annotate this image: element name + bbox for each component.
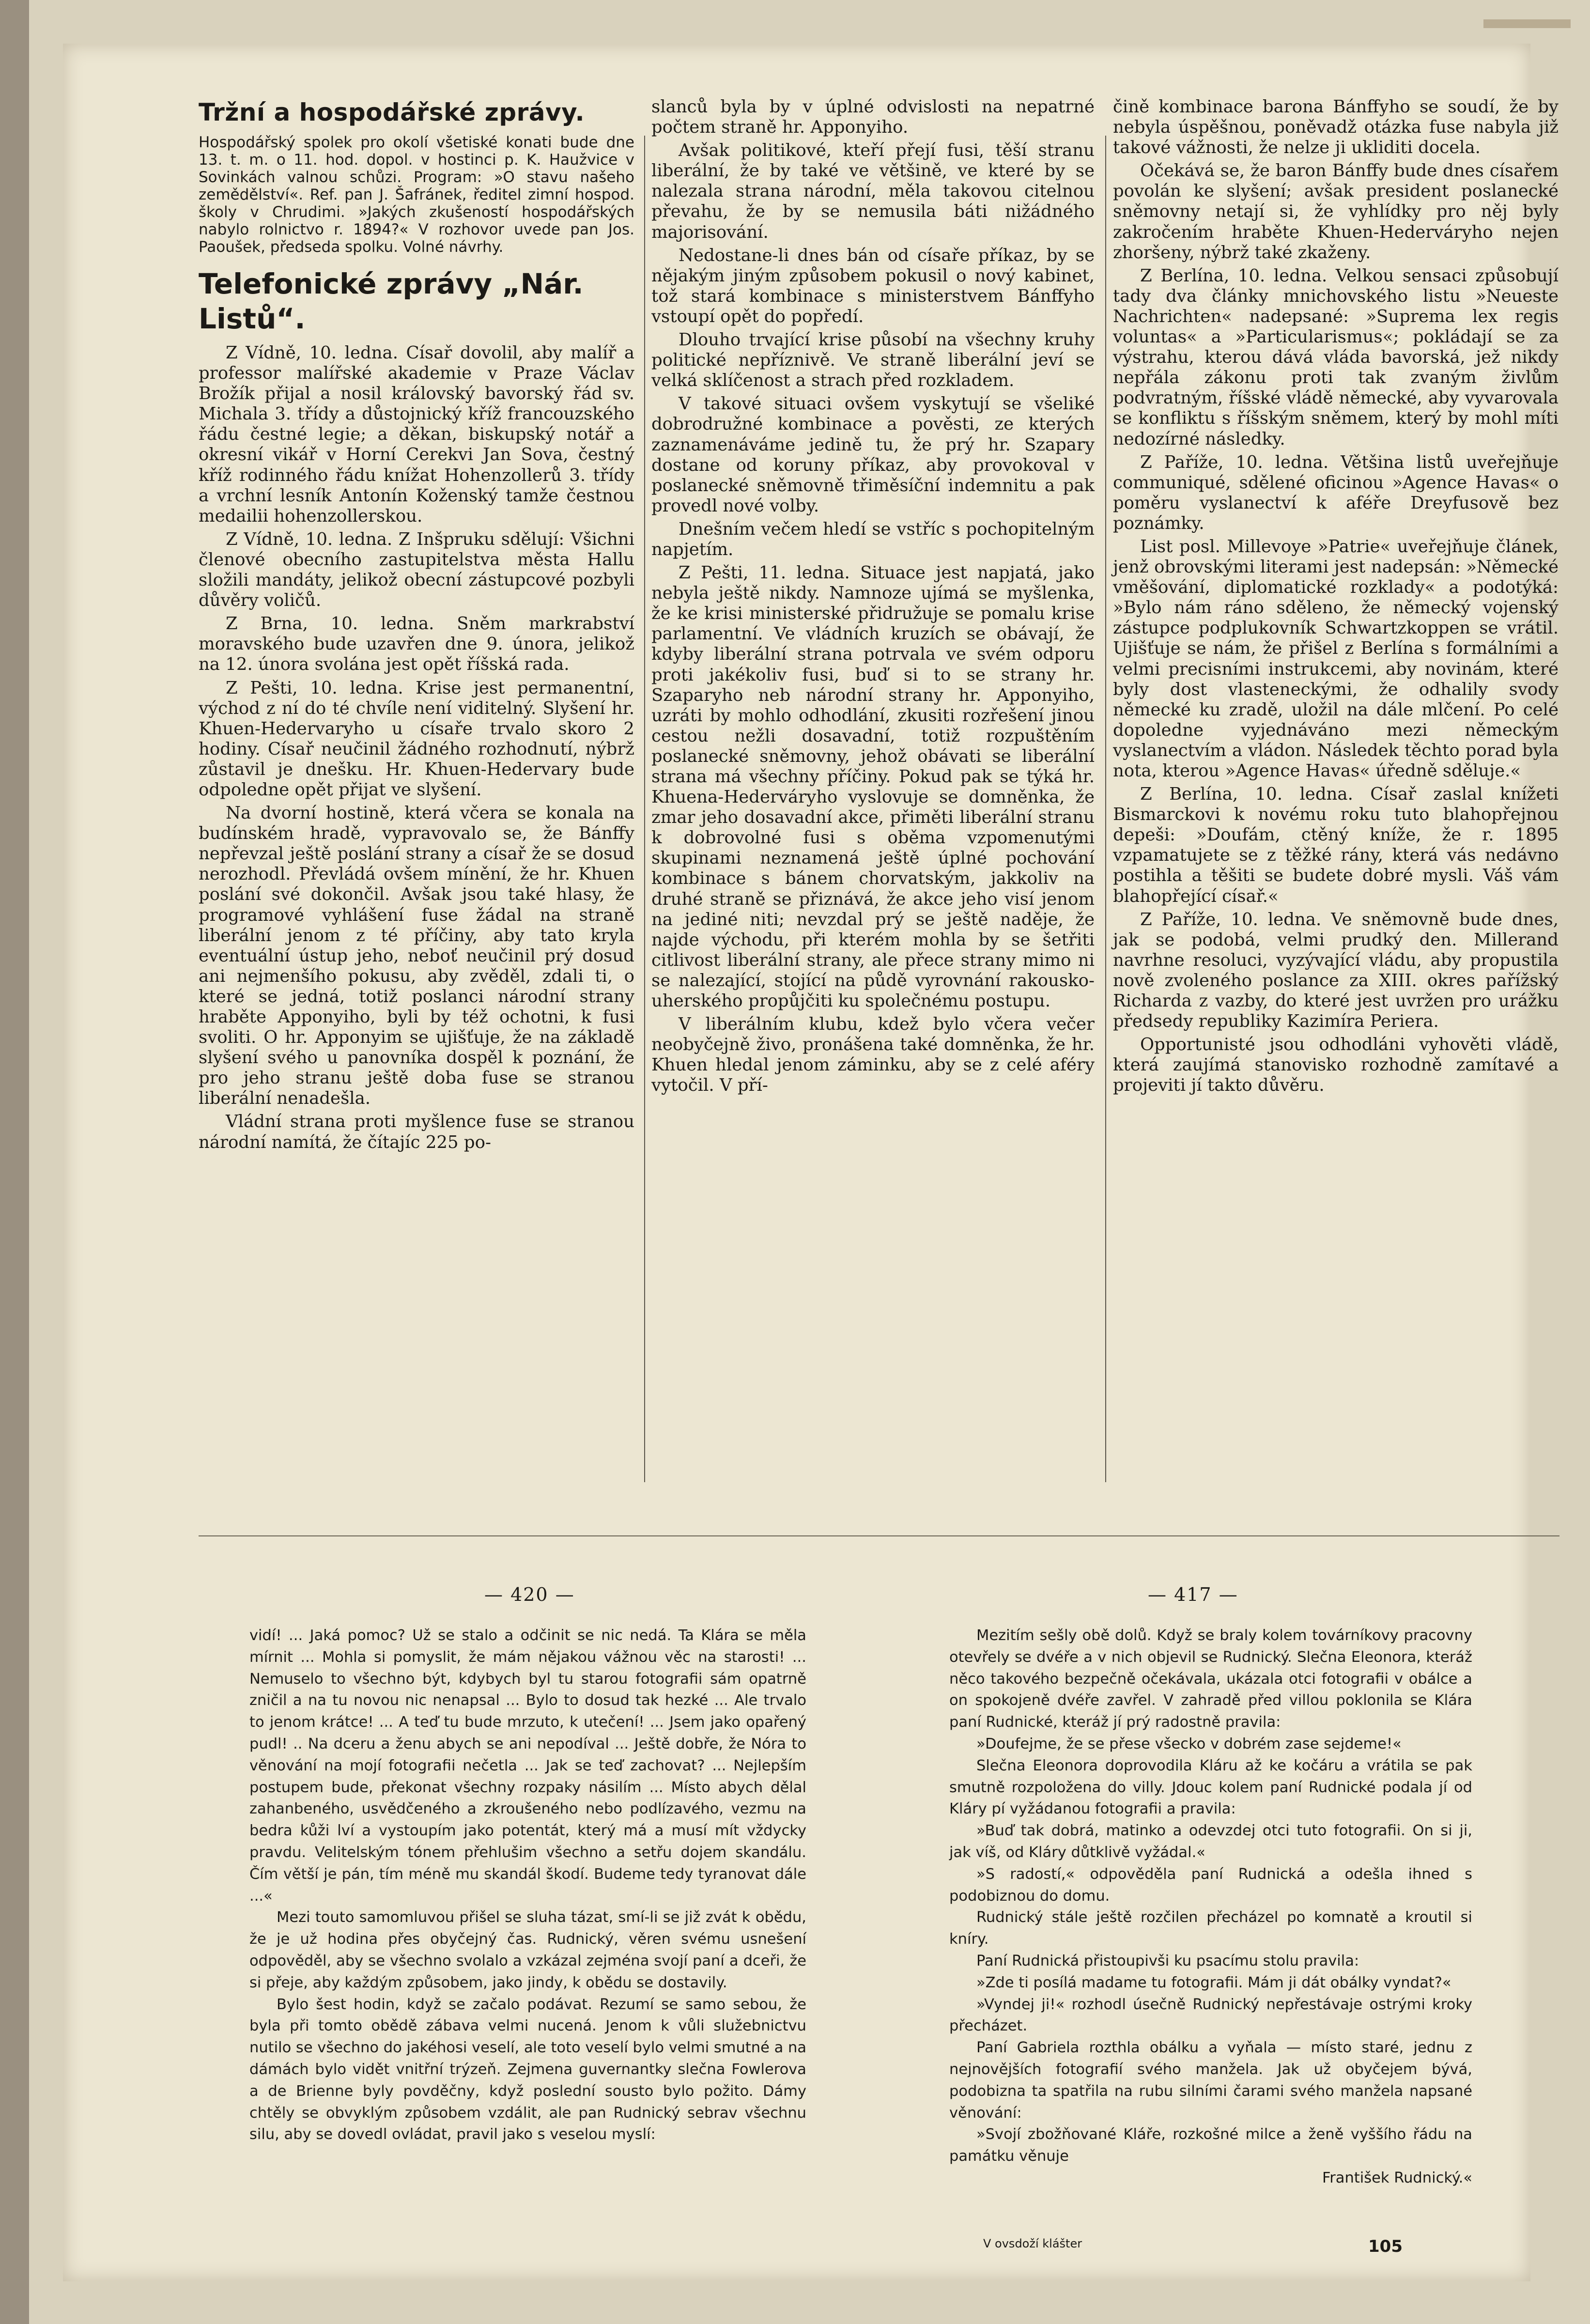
association-notice: Hospodářský spolek pro okolí všetiské konati bude dne 13. t. m. o 11. hod. dopol. v hostinci p. K. Haužvice v Sovinkách valnou schůzi. Program: »O stavu našeho zemědělství«. Ref. pan J. Šafránek, ředitel zimní hospod. školy v Chrudimi. »Jakých zkušeností hospodářských nabylo rolnictvo r. 1894?« V rozhovor uvede pan Jos. Paoušek, předseda spolku. Volné návrhy. — [199, 134, 634, 256]
news-paragraph: Z Paříže, 10. ledna. Většina listů uveřejňuje communiqué, sdělené oficinou »Agence Havas« o poměru vyslanectví k aféře Dreyfusově bez poznámky. — [1113, 452, 1559, 533]
novel-column-right — [949, 1625, 1472, 2189]
news-paragraph: Z Pešti, 11. ledna. Situace jest napjatá, jako nebyla ještě nikdy. Namnoze ujímá se myšlenka, že ke krisi ministerské přidružuje se pomalu krise parlamentní. Ve vládních kruzích se obávají, že kdyby liberální strana potrvala ve svém odporu proti jakékoliv fusi, buď si to se strany hr. Szaparyho neb národní strany hr. Apponyiho, uzráti by mohlo odhodlání, zkusiti rozřešení jinou cestou nežli dosavadní, totiž rozpuštěním poslanecké sněmovny, jehož obávati se liberální strana má všechny příčiny. Pokud pak se týká hr. Khuena-Hederváryho vyslovuje se domněnka, že zmar jeho dosavadní akce, přiměti liberální stranu k dobrovolné fusi s oběma vzpomenutými skupinami neznamená ještě úplné pochování kombinace s bánem chorvatským, jakkoliv na druhé straně se přiznává, že akce jeho visí jenom na jediné niti; nevzdal prý se ještě naděje, že najde východu, při kterém mohla by se šetřiti citlivost liberální strany, ale přece strany mimo ni se nalezající, stojící na půdě vyrovnání rakousko-uherského propůjčiti ku společnému postupu. — [651, 563, 1095, 1011]
news-paragraph: Z Paříže, 10. ledna. Ve sněmovně bude dnes, jak se podobá, velmi prudký den. Millerand navrhne resoluci, vyzývající vládu, aby propustila nově zvoleného poslance za XIII. okres pařížský Richarda z vazby, do které jest uvržen pro urážku předsedy republiky Kazimíra Periera. — [1113, 909, 1559, 1032]
footer-caption: V ovsdoží klášter — [983, 2237, 1082, 2250]
novel-signature: František Rudnický.« — [1322, 2169, 1472, 2186]
news-paragraph: Z Berlína, 10. ledna. Velkou sensaci způsobují tady dva články mnichovského listu »Neueste Nachrichten« nadepsané: »Suprema lex regis voluntas« a »Particularismus«; pokládají se za výstrahu, kterou dává vláda bavorská, jež nikdy nepřála zákonu proti tak zvaným živlům podvratným, říšské vládě německé, aby vyvarovala se konfliktu s říšským sněmem, který by mohl míti nedozírné následky. — [1113, 265, 1559, 449]
column-3 — [1113, 97, 1559, 1099]
news-paragraph: Z Berlína, 10. ledna. Císař zaslal knížeti Bismarckovi k novému roku tuto blahopřejnou depeši: »Doufám, ctěný kníže, že r. 1895 vzpamatujete se z těžké rány, která vás nedávno postihla a těšiti se budete dobré mysli. Váš vám blahopřející císař.« — [1113, 784, 1559, 906]
section-heading-market: Tržní a hospodářské zprávy. — [199, 98, 585, 126]
column-divider — [644, 136, 645, 1482]
news-paragraph: Nedostane-li dnes bán od císaře příkaz, by se nějakým jiným způsobem pokusil o nový kabinet, tož stará kombinace s ministerstvem Bánffyho vstoupí opět do popředí. — [651, 245, 1095, 326]
news-paragraph: Na dvorní hostině, která včera se konala na budínském hradě, vypravovalo se, že Bánffy nepřevzal ještě poslání strany a císař že se dosud nerozhodl. Převládá ovšem mínění, že hr. Khuen poslání své dokončil. Avšak jsou také hlasy, že programové vyhlášení fuse žádal na straně liberální jenom z té příčiny, aby tato kryla eventuální ústup jeho, neboť neučinil prý dosud ani nejmenšího pokusu, aby zvěděl, zdali ti, o které se jedná, totiž poslanci národní strany hraběte Apponyiho, byli by též ochotni, k fusi svoliti. O hr. Apponyim se ujišťuje, že na základě slyšení svého u panovníka dospěl k poznání, že pro jeho stranu ještě doba fuse se stranou liberální nenadešla. — [199, 803, 634, 1109]
novel-paragraph: »S radostí,« odpověděla paní Rudnická a odešla ihned s podobiznou do domu. — [949, 1865, 1472, 1905]
news-paragraph: Z Vídně, 10. ledna. Císař dovolil, aby malíř a professor malířské akademie v Praze Václav Brožík přijal a nosil královský bavorský řád sv. Michala 3. třídy a důstojnický kříž francouzského řádu čestné legie; a děkan, biskupský notář a okresní vikář v Horní Cerekvi Jan Sova, čestný kříž rodinného řádu knížat Hohenzollerů 3. třídy a vrchní lesník Antonín Koženský tamže čestnou medailii hohenzollerskou. — [199, 343, 634, 526]
novel-paragraph: »Vyndej ji!« rozhodl úsečně Rudnický nepřestávaje ostrými kroky přecházet. — [949, 1996, 1472, 2035]
newspaper-page — [63, 44, 1559, 2281]
news-paragraph: V takové situaci ovšem vyskytují se všeliké dobrodružné kombinace a pověsti, ze kterých zaznamenáváme jedině tu, že prý hr. Szapary dostane od koruny příkaz, aby provokoval v poslanecké sněmovně třiměsíční indemnitu a pak provedl nové volby. — [651, 394, 1095, 516]
column-2 — [651, 97, 1095, 1099]
page-number-right: — 417 — — [1148, 1584, 1238, 1605]
news-paragraph: Očekává se, že baron Bánffy bude dnes císařem povolán ke slyšení; avšak president poslanecké sněmovny netají si, že vyhlídky pro něj byly zakročením hraběte Khuen-Hederváryho nejen zhoršeny, nýbrž také zkaženy. — [1113, 161, 1559, 263]
novel-paragraph: Rudnický stále ještě rozčilen přecházel po komnatě a kroutil si kníry. — [949, 1909, 1472, 1948]
page-number-left: — 420 — — [484, 1584, 575, 1605]
novel-paragraph: »Svojí zbožňované Kláře, rozkošné milce a ženě vyššího řádu na památku věnuje — [949, 2126, 1472, 2165]
news-paragraph: Dlouho trvající krise působí na všechny kruhy politické nepříznivě. Ve straně liberální jeví se velká sklíčenost a strach před rozkladem. — [651, 330, 1095, 391]
novel-column-left — [249, 1625, 806, 2146]
novel-paragraph: Slečna Eleonora doprovodila Kláru až ke kočáru a vrátila se pak smutně rozpoložena do villy. Jdouc kolem paní Rudnické podala jí od Kláry pí vyžádanou fotografii a pravila: — [949, 1757, 1472, 1818]
novel-paragraph: Bylo šest hodin, když se začalo podávat. Rezumí se samo sebou, že byla při tomto obědě zábava velmi nucená. Jenom k vůli služebnictvu nutilo se všechno do jakéhosi veselí, ale toto veselí bylo velmi smutné a na dámách bylo vidět vnitřní trýzeň. Zejmena guvernantky slečna Fowlerova a de Brienne byly povděčny, když poslední sousto bylo požito. Dámy chtěly se obvyklým způsobem vzdálit, ale pan Rudnický sebrav všechnu silu, aby se dovedl ovládat, pravil jako s veselou myslí: — [249, 1996, 807, 2143]
column-divider — [1105, 136, 1106, 1482]
news-paragraph: Z Brna, 10. ledna. Sněm markrabství moravského bude uzavřen dne 9. února, jelikož na 12. února svolána jest opět říšská rada. — [199, 614, 634, 675]
novel-paragraph: Paní Rudnická přistoupivši ku psacímu stolu pravila: — [976, 1952, 1359, 1969]
page-corner-shadow — [1483, 19, 1571, 28]
novel-paragraph: »Doufejme, že se přese všecko v dobrém zase sejdeme!« — [976, 1735, 1402, 1752]
feuilleton-divider — [199, 1535, 1559, 1536]
news-paragraph: List posl. Millevoye »Patrie« uveřejňuje článek, jenž obrovskými literami jest nadepsán: »Německé vměšování, diplomatické rozklady« a podotýká: »Bylo nám ráno sděleno, že německý vojenský zástupce podplukovník Schwartzkoppen se vrátil. Ujišťuje se nám, že přišel z Berlína s formálními a velmi precisními instrukcemi, aby novinám, které byly dost vlasteneckými, že odhalily svody německé ku zradě, uložil na dále mlčení. Po celé dopoledne vyjednáváno mezi německým vyslanectvím a vládon. Následek těchto porad byla nota, kterou »Agence Havas« úředně sděluje.« — [1113, 536, 1559, 781]
novel-paragraph: »Zde ti posílá madame tu fotografii. Mám ji dát obálky vyndat?« — [976, 1974, 1451, 1991]
novel-paragraph: Paní Gabriela rozthla obálku a vyňala — místo staré, jednu z nejnovějších fotografií svého manžela. Jak už obyčejem bývá, podobizna ta spatřila na rubu silními čarami svého manžela napsané věnování: — [949, 2039, 1472, 2122]
news-paragraph: čině kombinace barona Bánffyho se soudí, že by nebyla úspěšnou, poněvadž otázka fuse nabyla již takové vážnosti, že nelze ji ukliditi docela. — [1113, 97, 1559, 158]
news-paragraph: V liberálním klubu, kdež bylo včera večer neobyčejně živo, pronášena také domněnka, že hr. Khuen hledal jenom záminku, aby se z celé aféry vytočil. V pří- — [651, 1014, 1095, 1096]
novel-paragraph: »Buď tak dobrá, matinko a odevzdej otci tuto fotografii. On si ji, jak víš, od Kláry důtklivě vyžádal.« — [949, 1822, 1472, 1861]
news-paragraph: Avšak politikové, kteří přejí fusi, těší stranu liberální, že by také ve většině, ve které by se nalezala strana národní, měla takovou citelnou převahu, že by se nemusila báti nižádného majorisování. — [651, 140, 1095, 242]
section-heading-telephone: Telefonické zprávy „Nár. Listů“. — [199, 267, 584, 335]
news-paragraph: Z Pešti, 10. ledna. Krise jest permanentní, východ z ní do té chvíle není viditelný. Slyšení hr. Khuen-Hedervaryho u císaře trvalo skoro 2 hodiny. Císař neučinil žádného rozhodnutí, nýbrž zůstavil je dnešku. Hr. Khuen-Hedervary bude odpoledne opět přijat ve slyšení. — [199, 678, 634, 800]
news-paragraph: slanců byla by v úplné odvislosti na nepatrné počtem straně hr. Apponyiho. — [651, 97, 1095, 138]
footer-page-number: 105 — [1368, 2237, 1403, 2256]
binding-edge — [0, 0, 29, 2324]
news-paragraph: Z Vídně, 10. ledna. Z Inšpruku sdělují: Všichni členové obecního zastupitelstva města Hallu složili mandáty, jelikož obecní zástupcové pozbyli důvěry voličů. — [199, 529, 634, 611]
novel-paragraph: vidí! ... Jaká pomoc? Už se stalo a odčinit se nic nedá. Ta Klára se měla mírnit ... Mohla si pomyslit, že mám nějakou vážnou věc na starosti! ... Nemuselo to všechno být, kdybych byl tu starou fotografii sám opatrně zničil a na tu novou nic nenapsal ... Bylo to dosud tak hezké ... Ale trvalo to jenom krátce! ... A teď tu bude mrzuto, k utečení! ... Jsem jako opařený pudl! .. Na dceru a ženu abych se ani nepodíval ... Ještě dobře, že Nóra to věnování na mojí fotografii nečetla ... Jak se teď zachovat? ... Nejlepším postupem bude, překonat všechny rozpaky násilím ... Místo abych dělal zahanbeného, usvědčeného a zkroušeného nebo podlízavého, vezmu na bedra kůži lví a vystoupím jako potentát, který má a musí mít vždycky pravdu. Velitelským tónem přehlušim všechno a setřu dojem skandálu. Čím větší je pán, tím méně mu skandál škodí. Budeme tedy tyranovat dále ...« — [249, 1627, 806, 1905]
novel-paragraph: Mezitím sešly obě dolů. Když se braly kolem továrníkovy pracovny otevřely se dvéře a v nich objevil se Rudnický. Slečna Eleonora, kteráž něco takového bezpečně očekávala, ukázala otci fotografii v obálce a on spokojeně dvéře zavřel. V zahradě před villou poklonila se Klára paní Rudnické, kteráž jí prý radostně pravila: — [949, 1627, 1472, 1731]
news-paragraph: Opportunisté jsou odhodláni vyhověti vládě, která zaujímá stanovisko rozhodně zamítavé a projeviti jí takto důvěru. — [1113, 1035, 1559, 1096]
novel-paragraph: Mezi touto samomluvou přišel se sluha tázat, smí-li se již zvát k obědu, že je už hodina přes obyčejný čas. Rudnický, věren svému usnešení odpověděl, aby se všechno svolalo a vzkázal zejména svojí paní a dceři, že si přeje, aby každým způsobem, jako jindy, k obědu se dostavily. — [249, 1909, 806, 1991]
news-paragraph: Dnešním večem hledí se vstříc s pochopitelným napjetím. — [651, 519, 1095, 559]
column-1 — [199, 97, 634, 1156]
news-paragraph: Vládní strana proti myšlence fuse se stranou národní namítá, že čítajíc 225 po- — [199, 1112, 634, 1152]
